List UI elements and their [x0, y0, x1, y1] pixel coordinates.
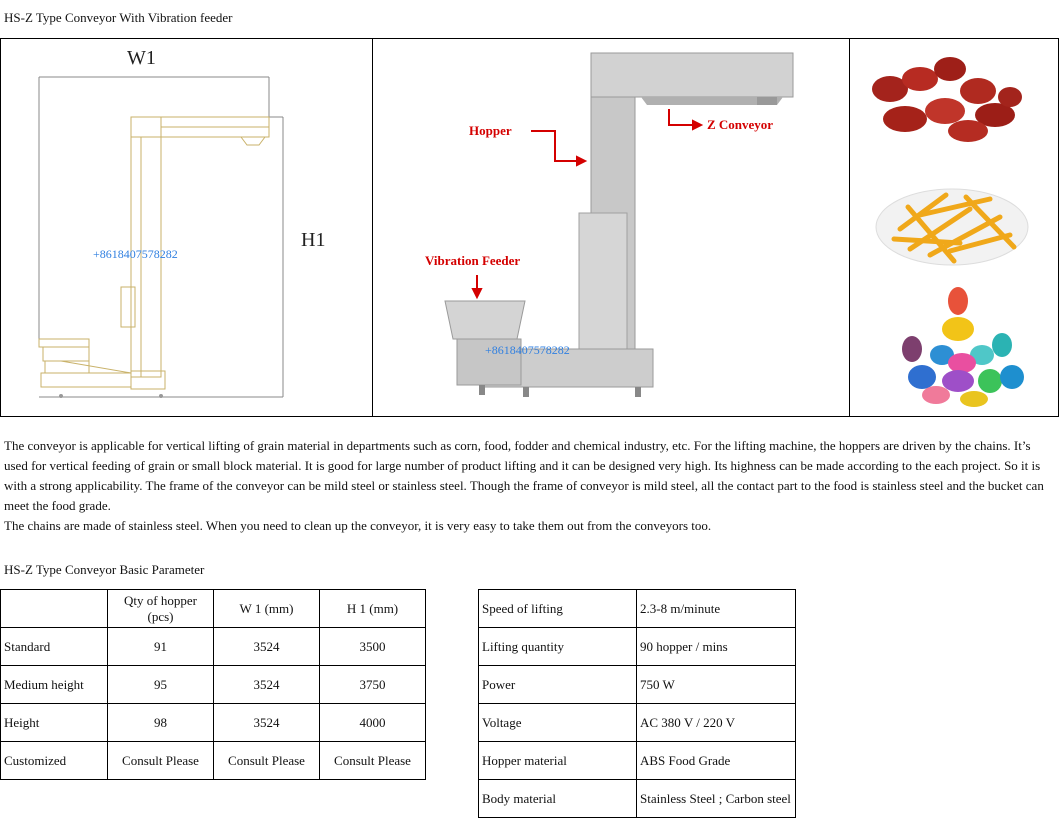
table-cell: Consult Please [320, 742, 426, 780]
table-cell: Customized [1, 742, 108, 780]
figure-panel [0, 38, 1059, 417]
table-header-cell: H 1 (mm) [320, 590, 426, 628]
table-cell: 3500 [320, 628, 426, 666]
table-cell: Consult Please [108, 742, 214, 780]
table-cell: Stainless Steel ; Carbon steel [637, 780, 796, 818]
table-header-cell: Qty of hopper (pcs) [108, 590, 214, 628]
table-cell: Medium height [1, 666, 108, 704]
table-cell: Height [1, 704, 108, 742]
table-row [479, 590, 796, 628]
page-title: HS-Z Type Conveyor With Vibration feeder [4, 10, 233, 25]
table-cell: ABS Food Grade [637, 742, 796, 780]
drawing-svg [1, 39, 372, 416]
machine-svg [373, 39, 849, 416]
fries-icon [876, 189, 1028, 265]
photo-watermark: +8618407578282 [485, 343, 570, 357]
table-cell: Standard [1, 628, 108, 666]
spec-parameter-table [478, 589, 796, 818]
table-cell: 98 [108, 704, 214, 742]
table-cell: Lifting quantity [479, 628, 637, 666]
hopper-label: Hopper [469, 123, 512, 138]
table-cell: Consult Please [214, 742, 320, 780]
table-cell: Power [479, 666, 637, 704]
table-cell: 3524 [214, 666, 320, 704]
drawing-watermark: +8618407578282 [93, 247, 178, 261]
table-row [1, 666, 426, 704]
products-svg [850, 39, 1056, 416]
table-row [479, 704, 796, 742]
machine-photo [373, 39, 850, 416]
table-row [1, 628, 426, 666]
params-title: HS-Z Type Conveyor Basic Parameter [4, 562, 205, 577]
table-cell: Hopper material [479, 742, 637, 780]
blocks-icon [902, 287, 1024, 407]
table-header-cell [1, 590, 108, 628]
h1-dimension-label: H1 [301, 229, 326, 251]
table-row [1, 742, 426, 780]
table-row [479, 742, 796, 780]
description-paragraph-2: The chains are made of stainless steel. When you need to clean up the conveyor, it is very easy to take them out from the conveyors too. [4, 518, 712, 533]
w1-dimension-label: W1 [127, 47, 156, 69]
table-row [479, 628, 796, 666]
table-cell: Voltage [479, 704, 637, 742]
table-cell: 750 W [637, 666, 796, 704]
dates-icon [872, 57, 1022, 142]
table-cell: Speed of lifting [479, 590, 637, 628]
table-cell: 3524 [214, 628, 320, 666]
table-cell: 95 [108, 666, 214, 704]
vibration-feeder-label: Vibration Feeder [425, 253, 521, 268]
table-cell: 3750 [320, 666, 426, 704]
table-cell: 2.3-8 m/minute [637, 590, 796, 628]
description-paragraph-1: The conveyor is applicable for vertical lifting of grain material in departments such as corn, food, fodder and chemical industry, etc. For the lifting machine, the hoppers are driven by the chains. It’s used for vertical feeding of grain or small block material. It is good for large number of product lifting and it can be designed very high. Its highness can be made according to the each project. So it is with a strong applicability. The frame of the conveyor can be mild steel or stainless steel. Though the frame of conveyor is mild steel, all the contact part to the food is stainless steel and the bucket can meet the food grade. [4, 438, 1044, 513]
table-row [479, 666, 796, 704]
product-images [850, 39, 1058, 416]
table-header-row [1, 590, 426, 628]
table-cell: AC 380 V / 220 V [637, 704, 796, 742]
z-conveyor-label: Z Conveyor [707, 117, 774, 132]
table-cell: Body material [479, 780, 637, 818]
model-parameter-table [0, 589, 426, 780]
table-row [479, 780, 796, 818]
table-header-cell: W 1 (mm) [214, 590, 320, 628]
table-cell: 90 hopper / mins [637, 628, 796, 666]
description [4, 436, 1056, 536]
table-cell: 4000 [320, 704, 426, 742]
table-cell: 3524 [214, 704, 320, 742]
table-row [1, 704, 426, 742]
technical-drawing [1, 39, 373, 416]
table-cell: 91 [108, 628, 214, 666]
